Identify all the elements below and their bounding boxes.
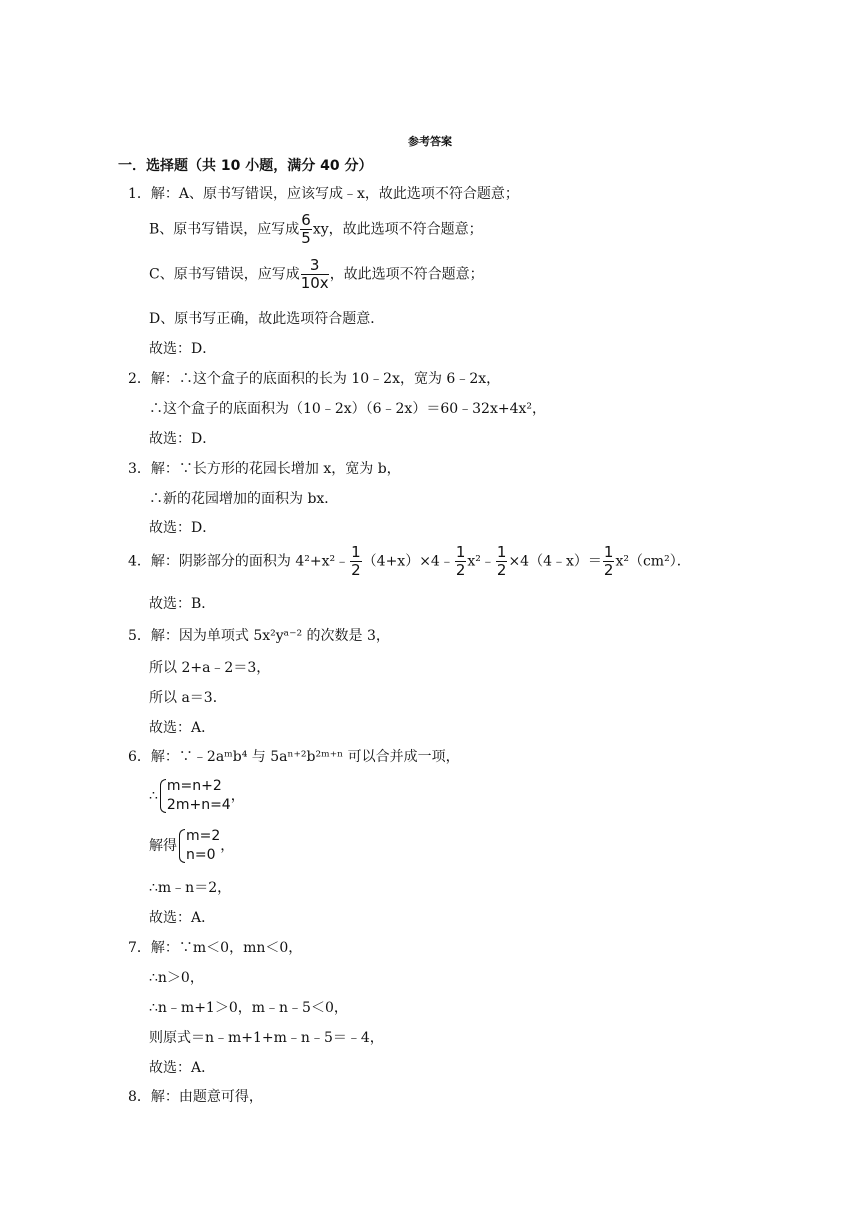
system-1-eq-1: m=n+2: [166, 778, 222, 794]
q4-line-1: [128, 544, 691, 579]
q2-line-2: ∴这个盒子的底面积为（10﹣2x）（6﹣2x）＝60﹣32x+4x²，: [149, 401, 546, 417]
q4-fraction-3-num: 1: [496, 543, 507, 561]
q1-b-numerator: 6: [301, 211, 311, 229]
q4-part-5: x²（cm²）．: [615, 553, 691, 570]
q7-answer: 故选：A．: [149, 1060, 216, 1076]
q1-b-prefix: B、原书写错误，应写成: [149, 221, 300, 238]
system-1-comma: ，: [230, 788, 245, 804]
q5-line-1: 5．解：因为单项式 5x²yᵃ⁻² 的次数是 3，: [128, 628, 390, 644]
q1-c-fraction: [301, 257, 329, 292]
q1-b-denominator: 5: [301, 229, 311, 247]
q3-line-1: 3．解：∵长方形的花园长增加 x，宽为 b，: [128, 461, 401, 477]
q4-part-4: ×4（4﹣x）＝: [508, 553, 602, 570]
q6-answer: 故选：A．: [149, 910, 216, 926]
q1-line-d: D、原书写正确，故此选项符合题意．: [149, 311, 385, 327]
q4-fraction-4-num: 1: [603, 543, 614, 561]
q1-c-prefix: C、原书写错误，应写成: [149, 266, 300, 283]
q6-line-4: ∴m﹣n＝2，: [149, 880, 232, 896]
q4-fraction-2-num: 1: [455, 543, 466, 561]
equation-system-2: [177, 827, 220, 865]
system-2-eq-1: m=2: [186, 828, 221, 844]
q4-fraction-2-den: 2: [455, 561, 466, 579]
q4-part-2: （4+x）×4﹣: [362, 553, 454, 570]
q3-line-2: ∴新的花园增加的面积为 bx．: [149, 491, 339, 507]
q1-line-c: [149, 257, 484, 292]
q8-line-1: 8．解：由题意可得，: [128, 1089, 263, 1105]
system-1-eq-2: 2m+n=4: [166, 797, 231, 813]
system-2-eq-2: n=0: [186, 847, 216, 863]
therefore-symbol: ∴: [149, 788, 158, 804]
q6-system-1: [149, 777, 245, 815]
q4-part-1: 4．解：阴影部分的面积为 4²+x²﹣: [128, 553, 350, 570]
section-heading: 一．选择题（共 10 小题，满分 40 分）: [118, 158, 373, 174]
q4-fraction-3-den: 2: [496, 561, 507, 579]
equation-system-1: [158, 777, 231, 815]
q5-line-3: 所以 a＝3．: [149, 690, 227, 706]
q1-b-suffix: xy，故此选项不符合题意；: [312, 221, 483, 238]
page-title: 参考答案: [408, 135, 452, 148]
q2-line-1: 2．解：∴这个盒子的底面积的长为 10﹣2x，宽为 6﹣2x，: [128, 371, 501, 387]
q5-answer: 故选：A．: [149, 720, 216, 736]
q4-fraction-4: [603, 544, 615, 579]
q6-system-2: [149, 827, 234, 865]
q4-fraction-1: [350, 544, 362, 579]
system-2-comma: ，: [220, 838, 235, 854]
q4-fraction-2: [455, 544, 467, 579]
q7-line-3: ∴n﹣m+1＞0，m﹣n﹣5＜0，: [149, 1000, 348, 1016]
q4-part-3: x²﹣: [467, 553, 495, 570]
solve-label: 解得: [149, 838, 177, 854]
q7-line-2: ∴n＞0，: [149, 970, 204, 986]
q1-line-a: 1．解：A、原书写错误，应该写成﹣x，故此选项不符合题意；: [128, 186, 519, 202]
q6-line-1: 6．解：∵﹣2aᵐb⁴ 与 5aⁿ⁺²b²ᵐ⁺ⁿ 可以合并成一项，: [128, 749, 460, 765]
q1-b-fraction: [300, 212, 312, 247]
q1-c-numerator: 3: [301, 257, 329, 275]
q1-c-denominator: 10x: [300, 274, 329, 292]
q7-line-4: 则原式＝n﹣m+1+m﹣n﹣5＝﹣4，: [149, 1030, 384, 1046]
q4-fraction-4-den: 2: [603, 561, 614, 579]
q4-answer: 故选：B．: [149, 596, 216, 612]
q5-line-2: 所以 2+a﹣2＝3，: [149, 660, 271, 676]
q3-answer: 故选：D．: [149, 520, 217, 536]
q4-fraction-1-den: 2: [351, 561, 361, 579]
q1-answer: 故选：D．: [149, 341, 217, 357]
q4-fraction-1-num: 1: [351, 543, 361, 561]
q4-fraction-3: [496, 544, 508, 579]
q7-line-1: 7．解：∵m＜0，mn＜0，: [128, 940, 303, 956]
q1-c-suffix: ，故此选项不符合题意；: [329, 266, 484, 283]
q1-line-b: [149, 212, 483, 247]
q2-answer: 故选：D．: [149, 431, 217, 447]
